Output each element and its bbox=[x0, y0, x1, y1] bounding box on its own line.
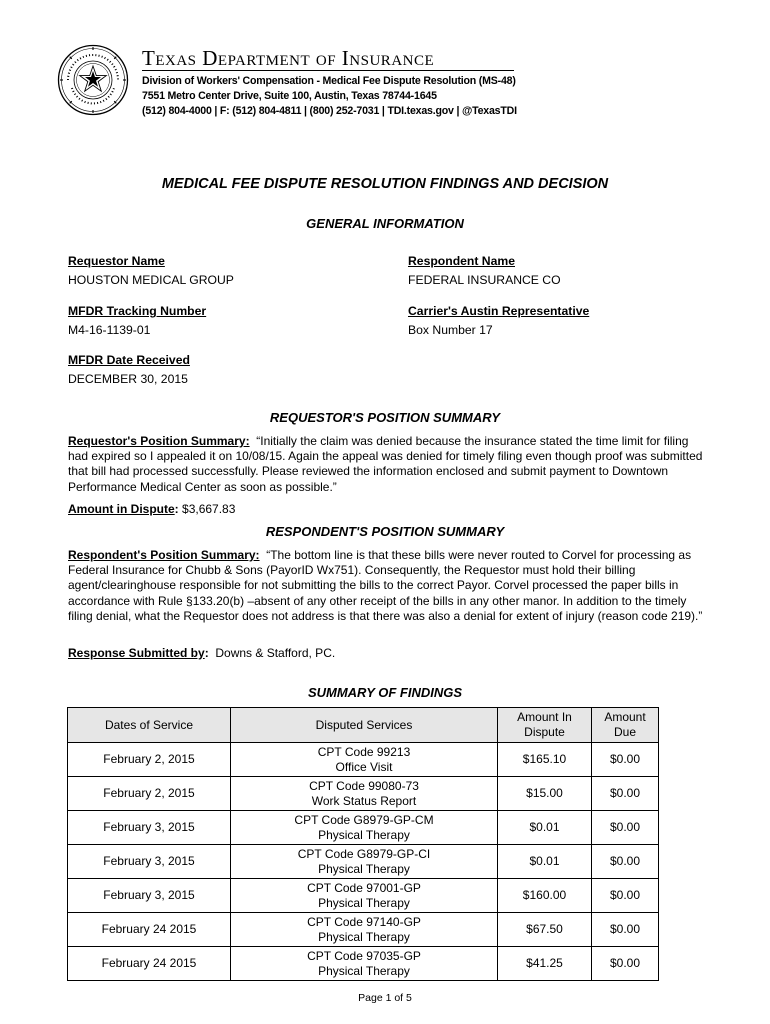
general-info-heading: GENERAL INFORMATION bbox=[306, 216, 464, 231]
amount-in-dispute: Amount in Dispute: $3,667.83 bbox=[68, 502, 236, 516]
service-date-cell: February 2, 2015 bbox=[68, 743, 231, 777]
response-submitted-value: Downs & Stafford, PC. bbox=[215, 646, 336, 660]
page-number: Page 1 of 5 bbox=[358, 992, 412, 1004]
amount-in-dispute-cell: $160.00 bbox=[498, 879, 592, 913]
service-description: Physical Therapy bbox=[318, 963, 410, 978]
column-header: Amount In Dispute bbox=[498, 708, 592, 743]
cpt-code: CPT Code 99213 bbox=[317, 744, 411, 759]
cpt-code: CPT Code G8979-GP-CM bbox=[294, 812, 434, 827]
disputed-service-cell bbox=[231, 947, 498, 981]
table-row bbox=[68, 913, 659, 947]
disputed-service-cell bbox=[231, 879, 498, 913]
date-received-value: DECEMBER 30, 2015 bbox=[68, 372, 188, 386]
division-line: Division of Workers' Compensation - Medical Fee Dispute Resolution (MS-48) bbox=[142, 75, 516, 87]
date-received-field bbox=[68, 351, 190, 389]
service-description: Physical Therapy bbox=[318, 861, 410, 876]
service-date-cell: February 24 2015 bbox=[68, 913, 231, 947]
column-header: Dates of Service bbox=[68, 708, 231, 743]
respondent-position-heading: RESPONDENT'S POSITION SUMMARY bbox=[265, 524, 505, 539]
agency-name: Texas Department of Insurance bbox=[142, 46, 435, 70]
response-submitted-label: Response Submitted by bbox=[68, 646, 205, 660]
amount-due-cell: $0.00 bbox=[592, 947, 659, 981]
requestor-name-field bbox=[68, 252, 234, 290]
amount-in-dispute-label: Amount in Dispute bbox=[68, 502, 175, 516]
table-row bbox=[68, 811, 659, 845]
requestor-position-paragraph bbox=[68, 434, 708, 495]
requestor-position-heading: REQUESTOR'S POSITION SUMMARY bbox=[269, 410, 501, 425]
amount-due-cell: $0.00 bbox=[592, 743, 659, 777]
findings-table bbox=[67, 707, 659, 981]
service-description: Physical Therapy bbox=[318, 929, 410, 944]
table-row bbox=[68, 845, 659, 879]
tracking-number-field bbox=[68, 302, 206, 340]
findings-heading: SUMMARY OF FINDINGS bbox=[307, 685, 463, 700]
respondent-name-label: Respondent Name bbox=[408, 254, 515, 268]
service-date-cell: February 3, 2015 bbox=[68, 845, 231, 879]
table-row bbox=[68, 947, 659, 981]
response-submitted-by: Response Submitted by: Downs & Stafford, PC. bbox=[68, 646, 336, 660]
requestor-position-label: Requestor's Position Summary: bbox=[68, 434, 250, 448]
amount-in-dispute-cell: $0.01 bbox=[498, 845, 592, 879]
carrier-rep-field bbox=[408, 302, 589, 340]
cpt-code: CPT Code 97001-GP bbox=[307, 880, 421, 895]
table-row bbox=[68, 777, 659, 811]
document-title: MEDICAL FEE DISPUTE RESOLUTION FINDINGS AND DECISION bbox=[161, 176, 609, 192]
service-date-cell: February 24 2015 bbox=[68, 947, 231, 981]
amount-due-cell: $0.00 bbox=[592, 811, 659, 845]
respondent-position-text: “The bottom line is that these bills were never routed to Corvel for processing as Federal Insurance for Chubb & Sons (PayorID Wx751). Consequently, the Requestor must hold their billing agent/clearinghouse responsible for not submitting the bills to the correct Payor. Corvel processed the paper bills in accordance with Rule §133.20(b) –absent of any other receipt of the bills in any other manor. In addition to the timely filing denial, what the Requestor does not address is that there was also a denial for extent of injury (reason code 219).” bbox=[68, 548, 703, 623]
amount-in-dispute-cell: $67.50 bbox=[498, 913, 592, 947]
address-line: 7551 Metro Center Drive, Suite 100, Austin, Texas 78744-1645 bbox=[142, 90, 437, 102]
service-description: Office Visit bbox=[335, 759, 393, 774]
requestor-name-label: Requestor Name bbox=[68, 254, 165, 268]
service-date-cell: February 3, 2015 bbox=[68, 879, 231, 913]
disputed-service-cell bbox=[231, 845, 498, 879]
respondent-name-field bbox=[408, 252, 561, 290]
amount-in-dispute-cell: $41.25 bbox=[498, 947, 592, 981]
disputed-service-cell bbox=[231, 811, 498, 845]
date-received-label: MFDR Date Received bbox=[68, 353, 190, 367]
column-header: Amount Due bbox=[592, 708, 659, 743]
table-header-row bbox=[68, 708, 659, 743]
amount-in-dispute-cell: $0.01 bbox=[498, 811, 592, 845]
requestor-position-text: “Initially the claim was denied because the insurance stated the time limit for filing had expired so I appealed it on 10/08/15. Again the appeal was denied for timely filing even though proof was submitted that bill had processed successfully. Please reviewed the information enclosed and submit payment to Downtown Performance Medical Center as soon as possible.” bbox=[68, 434, 703, 494]
table-row bbox=[68, 879, 659, 913]
cpt-code: CPT Code G8979-GP-CI bbox=[297, 846, 431, 861]
carrier-rep-value: Box Number 17 bbox=[408, 323, 493, 337]
service-date-cell: February 3, 2015 bbox=[68, 811, 231, 845]
texas-seal-logo bbox=[57, 44, 129, 116]
amount-in-dispute-cell: $15.00 bbox=[498, 777, 592, 811]
service-description: Work Status Report bbox=[311, 793, 417, 808]
letterhead-divider bbox=[142, 70, 514, 71]
service-description: Physical Therapy bbox=[318, 895, 410, 910]
cpt-code: CPT Code 99080-73 bbox=[309, 778, 419, 793]
service-date-cell: February 2, 2015 bbox=[68, 777, 231, 811]
disputed-service-cell bbox=[231, 777, 498, 811]
disputed-service-cell bbox=[231, 913, 498, 947]
column-header: Disputed Services bbox=[231, 708, 498, 743]
amount-in-dispute-value: $3,667.83 bbox=[182, 502, 236, 516]
carrier-rep-label: Carrier's Austin Representative bbox=[408, 304, 590, 318]
amount-due-cell: $0.00 bbox=[592, 845, 659, 879]
amount-due-cell: $0.00 bbox=[592, 879, 659, 913]
requestor-name-value: HOUSTON MEDICAL GROUP bbox=[68, 273, 234, 287]
service-description: Physical Therapy bbox=[318, 827, 410, 842]
tracking-number-label: MFDR Tracking Number bbox=[68, 304, 207, 318]
cpt-code: CPT Code 97035-GP bbox=[307, 948, 421, 963]
letterhead bbox=[142, 47, 517, 119]
respondent-name-value: FEDERAL INSURANCE CO bbox=[408, 273, 561, 287]
amount-due-cell: $0.00 bbox=[592, 777, 659, 811]
respondent-position-label: Respondent's Position Summary: bbox=[68, 548, 260, 562]
table-row bbox=[68, 743, 659, 777]
disputed-service-cell bbox=[231, 743, 498, 777]
amount-in-dispute-cell: $165.10 bbox=[498, 743, 592, 777]
tracking-number-value: M4-16-1139-01 bbox=[68, 323, 151, 337]
cpt-code: CPT Code 97140-GP bbox=[307, 914, 421, 929]
respondent-position-paragraph bbox=[68, 548, 708, 624]
contact-line: (512) 804-4000 | F: (512) 804-4811 | (800) 252-7031 | TDI.texas.gov | @TexasTDI bbox=[142, 105, 517, 117]
amount-due-cell: $0.00 bbox=[592, 913, 659, 947]
